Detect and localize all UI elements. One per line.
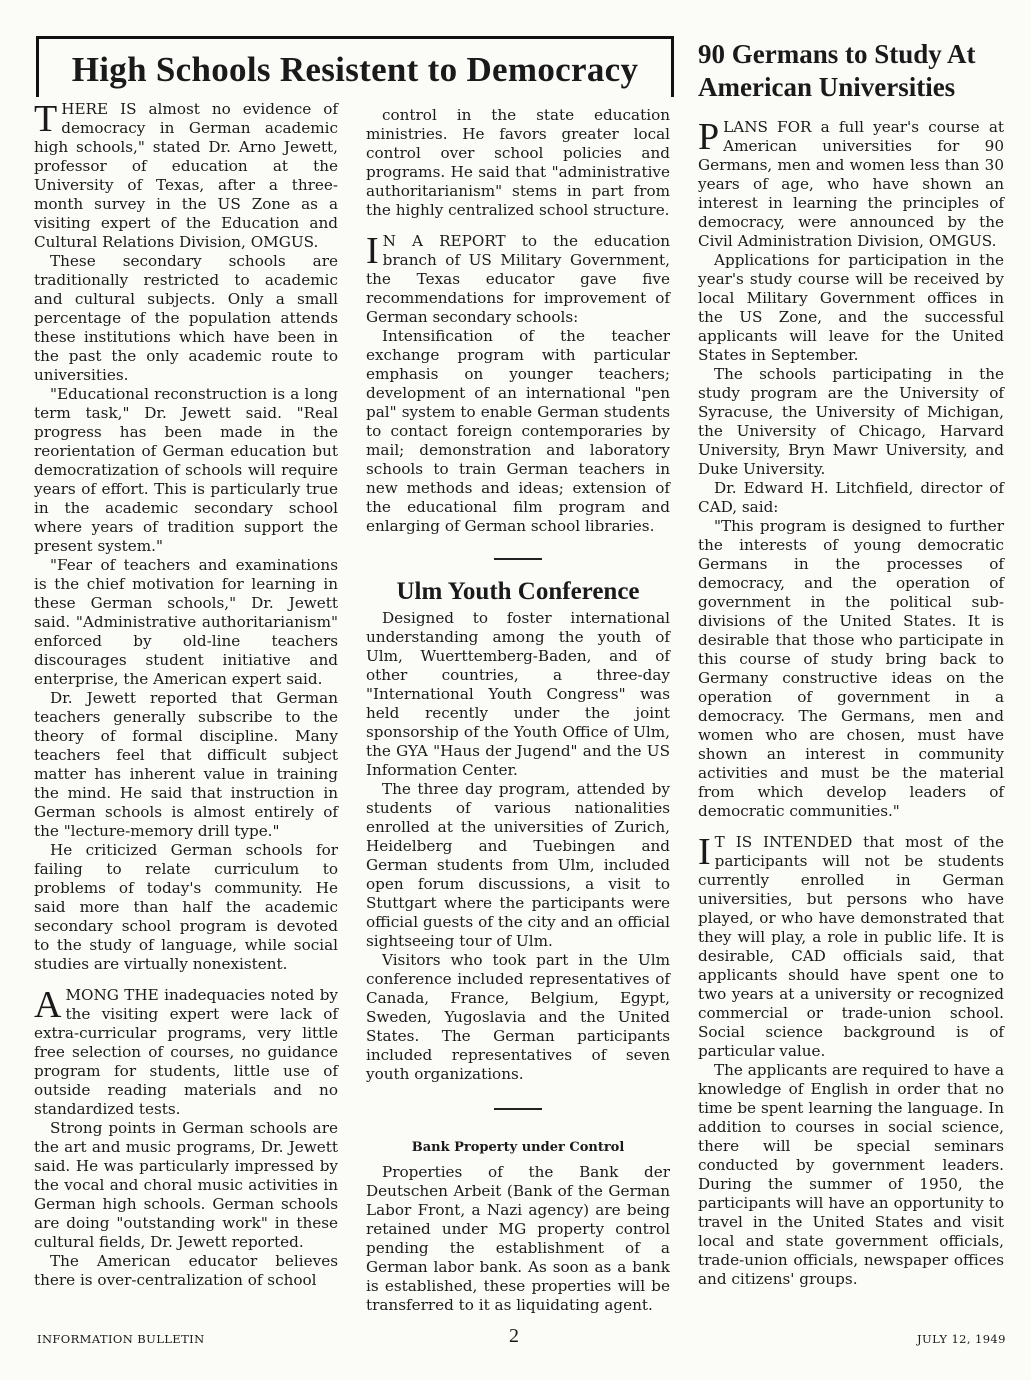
paragraph — [366, 232, 670, 327]
paragraph-text: "This program is designed to further the interests of young democratic Germans in the processes of democracy, and the operation of government in the political sub-divisions of the United States. It is desirable that those who participate in this course of study bring back to Germany constructive ideas on the operation of government in a democracy. The Germans, men and women who are chosen, must have shown an interest in community activities and must be the material from which develop leaders of democratic communities." — [698, 517, 1004, 820]
paragraph-text: Intensification of the teacher exchange program with particular emphasis on younger teachers; development of an international "pen pal" system to enable German students to contact foreign contemporaries by mail; demonstration and laboratory schools to train German teachers in new methods and ideas; extension of the educational film program and enlarging of German school libraries. — [366, 327, 670, 535]
paragraph — [366, 780, 670, 951]
article-column-3 — [698, 118, 1004, 1289]
paragraph — [34, 1119, 338, 1252]
article-column-1 — [34, 100, 338, 1290]
paragraph-text: MONG THE inadequacies noted by the visiting expert were lack of extra-curricular programs, very little free selection of courses, no guidance program for students, little use of outside reading materials and no standardized tests. — [34, 986, 338, 1118]
paragraph — [34, 986, 338, 1119]
paragraph — [34, 252, 338, 385]
paragraph — [698, 1061, 1004, 1289]
paragraph — [698, 479, 1004, 517]
paragraph-text: Strong points in German schools are the art and music programs, Dr. Jewett said. He was particularly impressed by the vocal and choral music activities in German high schools. German schools are doing "outstanding work" in these cultural fields, Dr. Jewett reported. — [34, 1119, 338, 1251]
paragraph — [366, 327, 670, 536]
page-number: 2 — [509, 1325, 519, 1347]
paragraph-text: The schools participating in the study program are the University of Syracuse, the University of Michigan, the University of Chicago, Harvard University, Bryn Mawr University, and Duke University. — [698, 365, 1004, 478]
paragraph-text: control in the state education ministries. He favors greater local control over school policies and programs. He said that "administrative authoritarianism" stems in part from the highly centralized school structure. — [366, 106, 670, 219]
paragraph-text: Visitors who took part in the Ulm conference included representatives of Canada, France, Belgium, Egypt, Sweden, Yugoslavia and the United States. The German participants included representatives of seven youth organizations. — [366, 951, 670, 1083]
paragraph — [698, 833, 1004, 1061]
paragraph-text: Dr. Jewett reported that German teachers generally subscribe to the theory of formal discipline. Many teachers feel that difficult subject matter has inherent value in training the mind. He said that instruction in German schools is almost entirely of the "lecture-memory drill type." — [34, 689, 338, 840]
bank-heading: Bank Property under Control — [411, 1140, 625, 1155]
paragraph-text: The three day program, attended by students of various nationalities enrolled at the universities of Zurich, Heidelberg and Tuebingen and German students from Ulm, included open forum discussions, a visit to Stuttgart where the participants were official guests of the city and an official sightseeing tour of Ulm. — [366, 780, 670, 950]
headline-right: 90 Germans to Study At American Universities — [698, 39, 976, 102]
drop-cap: I — [366, 230, 379, 272]
paragraph-text: The applicants are required to have a knowledge of English in order that no time be spent learning the language. In addition to courses in social science, there will be special seminars conducted by government leaders. During the summer of 1950, the participants will have an opportunity to travel in the United States and visit local and state government officials, trade-union officials, newspaper offices and citizens' groups. — [698, 1061, 1004, 1288]
paragraph — [34, 385, 338, 556]
paragraph — [34, 1252, 338, 1290]
paragraph — [698, 251, 1004, 365]
section-divider — [494, 1108, 542, 1110]
headline-box — [36, 36, 674, 97]
ulm-heading: Ulm Youth Conference — [396, 578, 640, 605]
paragraph-text: "Fear of teachers and examinations is the chief motivation for learning in these German schools," Dr. Jewett said. "Administrative authoritarianism" enforced by old-line teachers discourages student initiative and enterprise, the American expert said. — [34, 556, 338, 688]
bank-article — [366, 1163, 670, 1315]
paragraph — [366, 609, 670, 780]
paragraph-text: T IS INTENDED that most of the participants will not be students currently enrolled in German universities, but persons who have played, or who have demonstrated that they will play, a role in public life. It is desirable, CAD officials said, that applicants should have spent one to two years at a university or recognized commercial or trade-union school. Social science background is of particular value. — [698, 833, 1004, 1060]
paragraph — [698, 365, 1004, 479]
footer-publication: INFORMATION BULLETIN — [37, 1332, 205, 1346]
headline-left: High Schools Resistent to Democracy — [71, 50, 639, 89]
paragraph — [366, 951, 670, 1084]
paragraph-text: Designed to foster international understanding among the youth of Ulm, Wuerttemberg-Baden, and of other countries, a three-day "International Youth Congress" was held recently under the joint sponsorship of the Youth Office of Ulm, the GYA "Haus der Jugend" and the US Information Center. — [366, 609, 670, 779]
paragraph-text: "Educational reconstruction is a long term task," Dr. Jewett said. "Real progress has been made in the reorientation of German education but democratization of schools will require years of effort. This is particularly true in the academic secondary school where years of tradition support the present system." — [34, 385, 338, 555]
section-divider — [494, 558, 542, 560]
paragraph — [366, 1163, 670, 1315]
paragraph — [34, 841, 338, 974]
footer-date: JULY 12, 1949 — [917, 1332, 1006, 1346]
article-column-2 — [366, 106, 670, 1315]
paragraph — [34, 689, 338, 841]
paragraph-text: Dr. Edward H. Litchfield, director of CAD, said: — [698, 479, 1004, 516]
paragraph — [34, 100, 338, 252]
paragraph — [34, 556, 338, 689]
paragraph-text: Applications for participation in the year's study course will be received by local Military Government offices in the US Zone, and the successful applicants will leave for the United States in September. — [698, 251, 1004, 364]
paragraph — [698, 118, 1004, 251]
article-continuation — [366, 106, 670, 536]
drop-cap: A — [34, 984, 62, 1026]
paragraph-text: N A REPORT to the education branch of US Military Government, the Texas educator gave five recommendations for improvement of German secondary schools: — [366, 232, 670, 326]
ulm-article — [366, 609, 670, 1084]
paragraph — [366, 106, 670, 220]
drop-cap: I — [698, 831, 711, 873]
paragraph-text: The American educator believes there is over-centralization of school — [34, 1252, 338, 1289]
drop-cap: T — [34, 98, 58, 140]
paragraph-text: HERE IS almost no evidence of democracy in German academic high schools," stated Dr. Arno Jewett, professor of education at the University of Texas, after a three-month survey in the US Zone as a visiting expert of the Education and Cultural Relations Division, OMGUS. — [34, 100, 338, 251]
paragraph-text: LANS FOR a full year's course at American universities for 90 Germans, men and women less than 30 years of age, who have shown an interest in learning the principles of democracy, were announced by the Civil Administration Division, OMGUS. — [698, 118, 1004, 250]
paragraph-text: These secondary schools are traditionally restricted to academic and cultural subjects. Only a small percentage of the population attends these institutions which have been in the past the only academic route to universities. — [34, 252, 338, 384]
paragraph-text: He criticized German schools for failing to relate curriculum to problems of today's community. He said more than half the academic secondary school program is devoted to the study of language, while social studies are virtually nonexistent. — [34, 841, 338, 973]
drop-cap: P — [698, 116, 720, 158]
paragraph-text: Properties of the Bank der Deutschen Arbeit (Bank of the German Labor Front, a Nazi agency) are being retained under MG property control pending the establishment of a German labor bank. As soon as a bank is established, these properties will be transferred to it as liquidating agent. — [366, 1163, 670, 1314]
paragraph — [698, 517, 1004, 821]
